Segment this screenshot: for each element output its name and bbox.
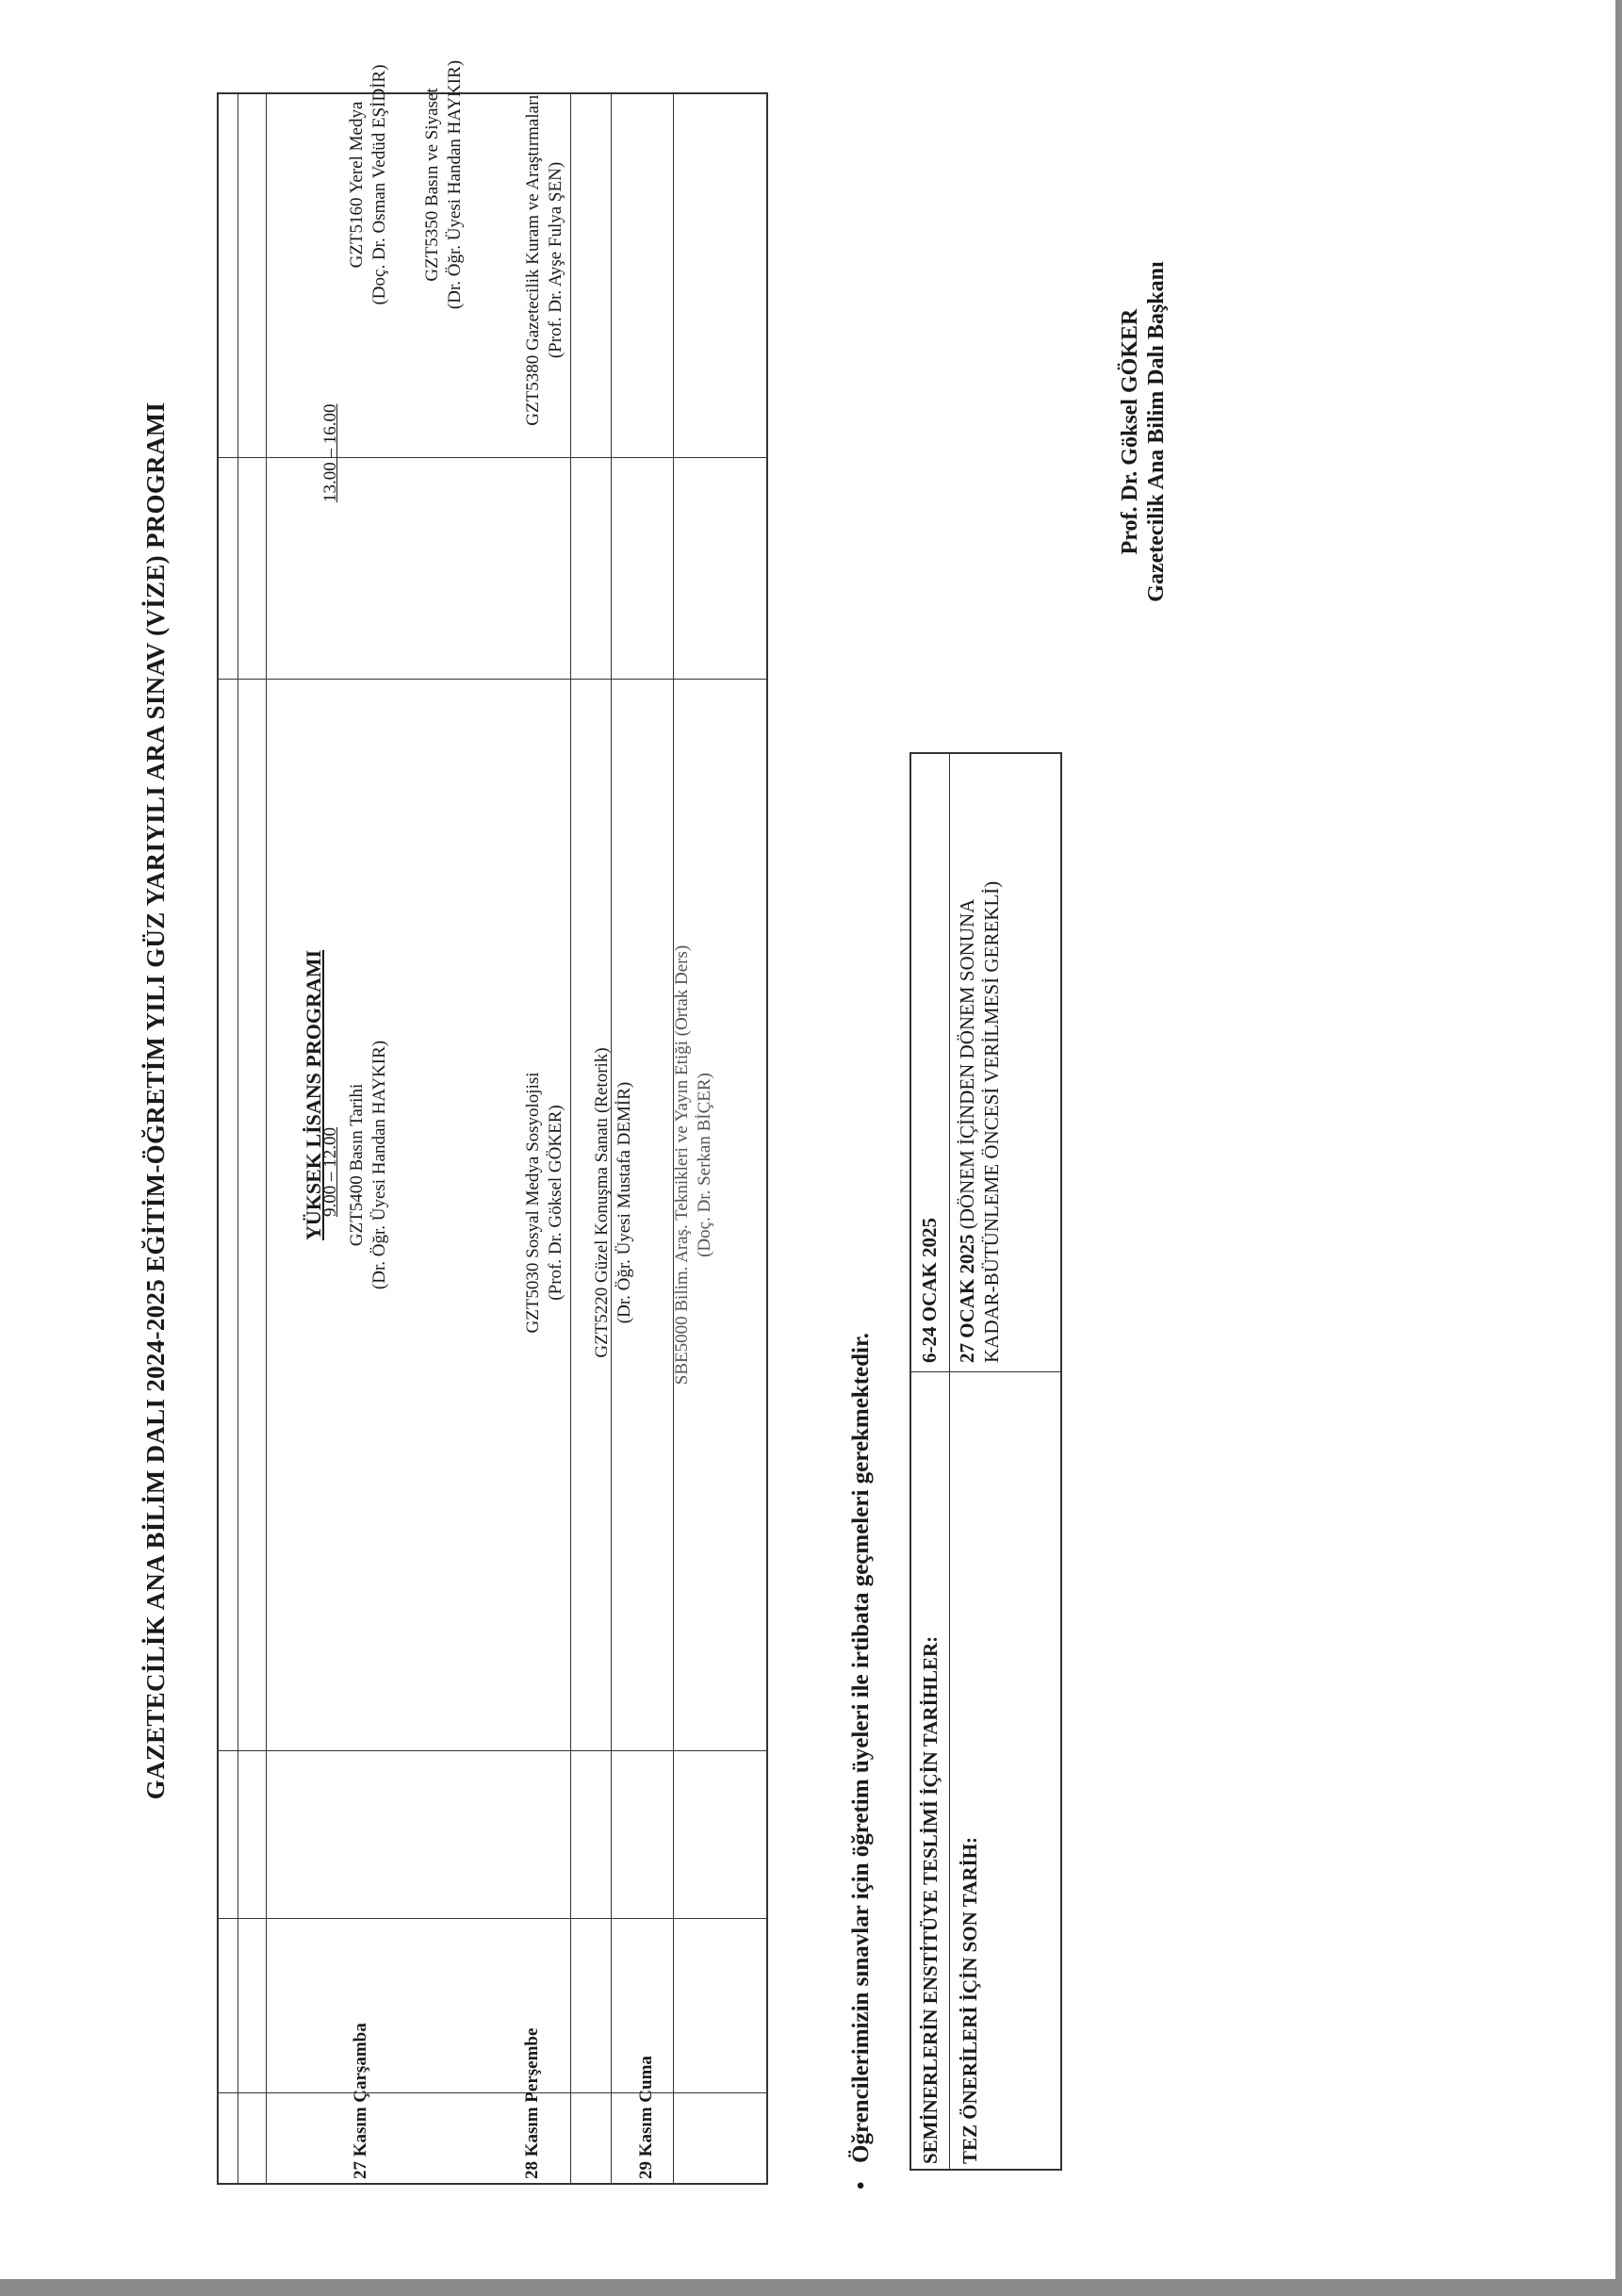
course-instructor: (Dr. Öğr. Üyesi Handan HAYKIR) [445, 59, 465, 310]
thesis-deadline-label: TEZ ÖNERİLERİ İÇİN SON TARİH: [958, 1837, 981, 2164]
deadline-note-line2: KADAR-BÜTÜNLEME ÖNCESİ VERİLMESİ GEREKLİ) [980, 880, 1003, 1363]
seminar-deadline-value [917, 1218, 942, 1363]
document-title: GAZETECİLİK ANA BİLİM DALI 2024-2025 EĞİTİM-ÖĞRETİM YILI GÜZ YARIYILI ARA SINAV (VİZE) PROGRAMI [141, 402, 170, 1800]
table-divider [266, 94, 267, 2183]
time-slot-morning: 9.00 – 12.00 [320, 1127, 340, 1217]
signatory-name: Prof. Dr. Göksel GÖKER [1118, 308, 1142, 555]
day-label: 29 Kasım Cuma [636, 2056, 656, 2179]
course-instructor: (Dr. Öğr. Üyesi Handan HAYKIR) [369, 1040, 389, 1290]
course-entry [671, 882, 716, 1448]
course-code-name: GZT5030 Sosyal Medya Sosyolojisi [523, 1072, 543, 1334]
table-divider [292, 679, 293, 680]
course-code-name: GZT5350 Basın ve Siyaset [422, 88, 442, 282]
table-divider [219, 457, 766, 458]
exam-note [848, 1333, 875, 2189]
table-divider [219, 679, 766, 680]
thesis-deadline-value [955, 881, 1004, 1363]
course-entry [346, 0, 391, 402]
table-divider [911, 1371, 1060, 1372]
seminar-deadline-label: SEMİNERLERİN ENSTİTÜYE TESLİMİ İÇİN TARİHLER: [919, 1635, 942, 2164]
deadline-date: 6-24 OCAK 2025 [918, 1218, 941, 1363]
course-entry [346, 901, 391, 1429]
course-entry [421, 0, 467, 402]
signature-block [1117, 220, 1170, 644]
course-instructor: (Doç. Dr. Serkan BİÇER) [695, 1073, 714, 1257]
course-code-name: GZT5380 Gazetecilik Kuram ve Araştırmaları [523, 94, 543, 426]
course-code-name: GZT5160 Yerel Medya [347, 101, 367, 269]
time-slot-afternoon: 13.00 – 16.00 [320, 403, 340, 502]
table-divider [949, 754, 950, 2169]
course-instructor: (Prof. Dr. Göksel GÖKER) [546, 1105, 565, 1301]
course-code-name: SBE5000 Bilim. Araş. Teknikleri ve Yayın Etiği (Ortak Ders) [672, 944, 692, 1386]
note-text: Öğrencilerimizin sınavlar için öğretim üyeleri ile irtibata geçmeleri gerekmektedir. [848, 1332, 874, 2163]
signatory-role: Gazetecilik Ana Bilim Dalı Başkanı [1144, 261, 1169, 602]
program-title: YÜKSEK LİSANS PROGRAMI [302, 949, 325, 1240]
deadlines-table [909, 752, 1062, 2171]
course-instructor: (Doç. Dr. Osman Vedüd EŞİDİR) [369, 64, 389, 305]
table-divider [219, 1918, 766, 1919]
day-label: 27 Kasım Çarşamba [351, 2023, 370, 2179]
table-divider [219, 2092, 766, 2093]
deadline-note: (DÖNEM İÇİNDEN DÖNEM SONUNA [956, 898, 978, 1235]
course-code-name: GZT5400 Basın Tarihi [347, 1083, 367, 1247]
exam-schedule-table [217, 59, 768, 2185]
table-divider [570, 94, 571, 2183]
course-entry [591, 939, 636, 1467]
deadline-date: 27 OCAK 2025 [956, 1234, 978, 1363]
course-entry [522, 0, 567, 524]
course-instructor: (Dr. Öğr. Üyesi Mustafa DEMİR) [614, 1081, 634, 1324]
table-divider [219, 1750, 766, 1751]
course-instructor: (Prof. Dr. Ayşe Fulya ŞEN) [546, 161, 565, 359]
course-entry [522, 939, 567, 1467]
bullet-icon: • [849, 2181, 874, 2189]
day-label: 28 Kasım Perşembe [522, 2027, 542, 2179]
course-code-name: GZT5220 Güzel Konuşma Sanatı (Retorik) [592, 1047, 612, 1358]
